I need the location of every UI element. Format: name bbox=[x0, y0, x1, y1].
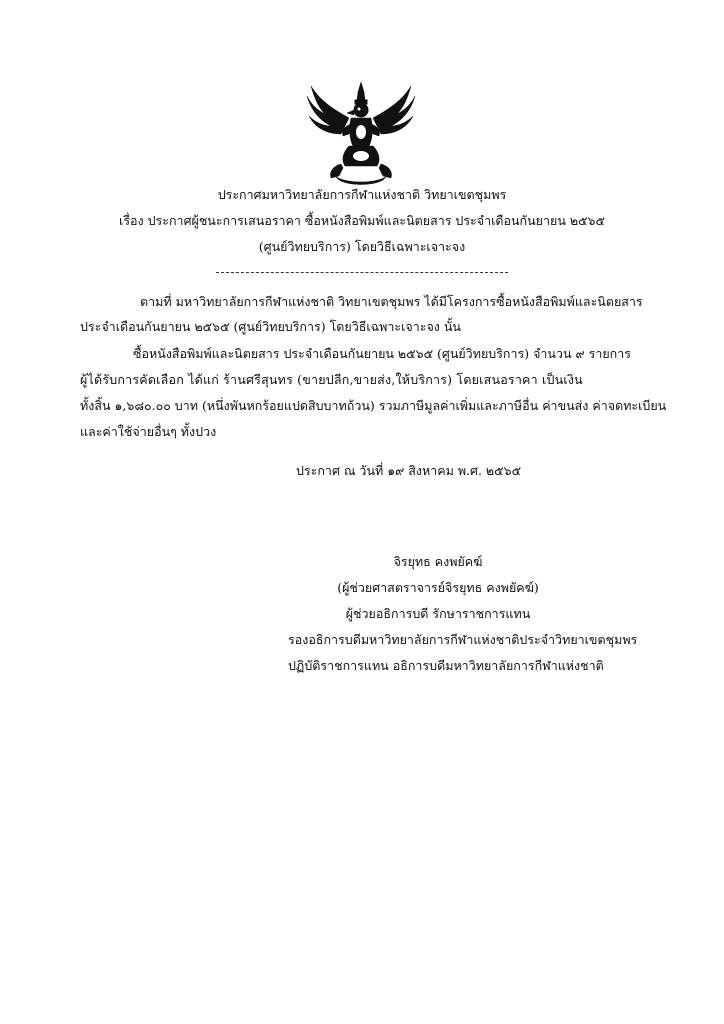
signatory-full-name: (ผู้ช่วยศาสตราจารย์จิรยุทธ คงพยัคฆ์) bbox=[337, 580, 539, 595]
header-separator bbox=[216, 272, 508, 273]
signatory-name: จิรยุทธ คงพยัคฆ์ bbox=[393, 554, 483, 569]
paragraph-1-line-2: ประจำเดือนกันยายน ๒๕๖๕ (ศูนย์วิทยบริการ) โดยวิธีเฉพาะเจาะจง นั้น bbox=[80, 319, 461, 334]
garuda-emblem-icon bbox=[305, 80, 417, 188]
paragraph-2-line-3: ทั้งสิ้น ๑,๖๘๐.๐๐ บาท (หนึ่งพันหกร้อยแปดสิบบาทถ้วน) รวมภาษีมูลค่าเพิ่มและภาษีอื่น ค่าขนส่ง ค่าจดทะเบียน bbox=[80, 398, 667, 413]
announcement-title: ประกาศมหาวิทยาลัยการกีฬาแห่งชาติ วิทยาเขตชุมพร bbox=[217, 187, 507, 202]
signatory-position-2: รองอธิการบดีมหาวิทยาลัยการกีฬาแห่งชาติประจำวิทยาเขตชุมพร bbox=[288, 632, 638, 647]
paragraph-2-line-1: ซื้อหนังสือพิมพ์และนิตยสาร ประจำเดือนกันยายน ๒๕๖๕ (ศูนย์วิทยบริการ) จำนวน ๙ รายการ bbox=[133, 346, 631, 361]
paragraph-2-line-2: ผู้ได้รับการคัดเลือก ได้แก่ ร้านศรีสุนทร (ขายปลีก,ขายส่ง,ให้บริการ) โดยเสนอราคา เป็นเงิน bbox=[80, 372, 583, 387]
signatory-position-1: ผู้ช่วยอธิการบดี รักษาราชการแทน bbox=[345, 606, 531, 621]
paragraph-1-line-1: ตามที่ มหาวิทยาลัยการกีฬาแห่งชาติ วิทยาเขตชุมพร ได้มีโครงการซื้อหนังสือพิมพ์และนิตยสาร bbox=[140, 294, 643, 309]
announcement-date: ประกาศ ณ วันที่ ๑๙ สิงหาคม พ.ศ. ๒๕๖๕ bbox=[296, 463, 522, 478]
paragraph-2-line-4: และค่าใช้จ่ายอื่นๆ ทั้งปวง bbox=[80, 424, 217, 439]
announcement-subject: เรื่อง ประกาศผู้ชนะการเสนอราคา ซื้อหนังสือพิมพ์และนิตยสาร ประจำเดือนกันยายน ๒๕๖๕ bbox=[119, 213, 605, 228]
announcement-subject-continued: (ศูนย์วิทยบริการ) โดยวิธีเฉพาะเจาะจง bbox=[258, 239, 466, 254]
signatory-position-3: ปฏิบัติราชการแทน อธิการบดีมหาวิทยาลัยการกีฬาแห่งชาติ bbox=[288, 658, 604, 673]
